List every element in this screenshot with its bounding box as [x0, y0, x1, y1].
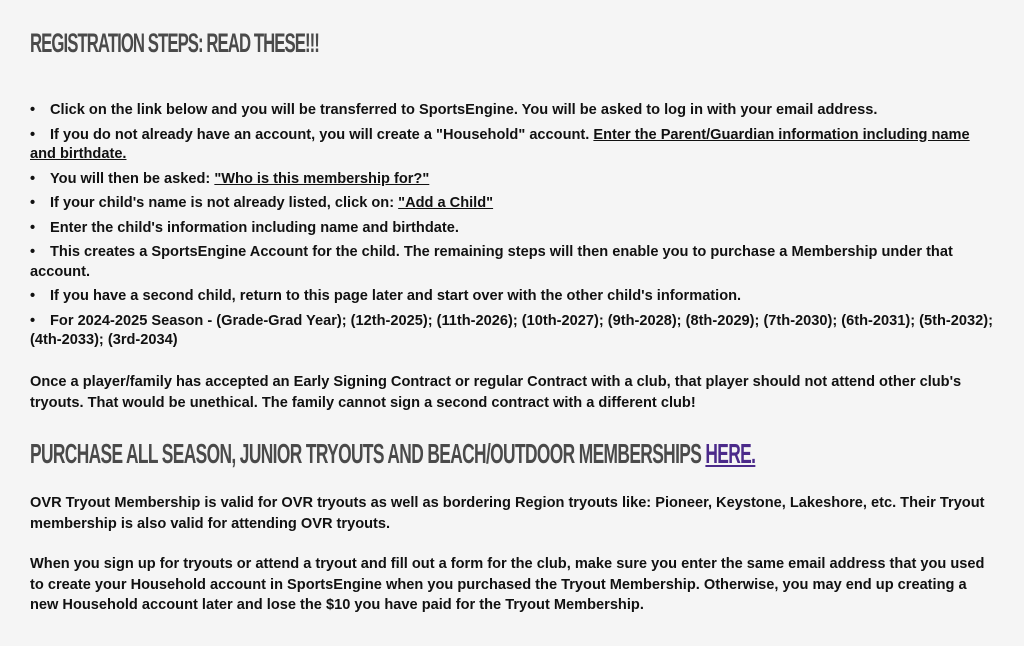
- bullet-icon: •: [30, 288, 36, 304]
- step-text: Click on the link below and you will be transferred to SportsEngine. You will be asked to log in with your email address.: [50, 102, 878, 118]
- step-text: If your child's name is not already listed, click on:: [50, 195, 399, 211]
- bullet-icon: •: [30, 219, 36, 236]
- step-text: You will then be asked:: [50, 170, 215, 187]
- step-text: For 2024-2025 Season - (Grade-Grad Year); (12th-2025); (11th-2026); (10th-2027); (9th-2028); (8th-2029); (7th-2030); (6th-2031); (5th-2032); (4th-2033); (3rd-2034): [30, 312, 993, 348]
- email-note: When you sign up for tryouts or attend a tryout and fill out a form for the club, make sure you enter the same email address that you used to create your Household account in SportsEngine when you purchased the Tryout Membership. Otherwise, you may end up creating a new Household account later and lose the $10 you have paid for the Tryout Membership.: [30, 556, 985, 613]
- registration-steps-heading: REGISTRATION STEPS: READ THESE!!!: [30, 28, 319, 58]
- step-emphasis: Enter the Parent/Guardian information including name and birthdate.: [30, 126, 970, 162]
- bullet-icon: •: [30, 195, 36, 211]
- list-item: [30, 219, 996, 239]
- contract-note: Once a player/family has accepted an Early Signing Contract or regular Contract with a club, that player should not attend other club's tryouts. That would be unethical. The family cannot sign a second contract with a different club!: [30, 374, 962, 411]
- list-item: [30, 243, 996, 282]
- memberships-here-link[interactable]: HERE.: [705, 438, 756, 469]
- list-item: [30, 194, 996, 214]
- step-text: If you have a second child, return to this page later and start over with the other child's information.: [50, 288, 742, 304]
- list-item: [30, 101, 996, 121]
- step-emphasis: "Who is this membership for?": [214, 170, 430, 187]
- step-text: If you do not already have an account, you will create a "Household" account.: [50, 126, 594, 143]
- tryout-membership-note: OVR Tryout Membership is valid for OVR tryouts as well as bordering Region tryouts like: Pioneer, Keystone, Lakeshore, etc. Their Tryout membership is also valid for attending OVR tryouts.: [30, 495, 985, 532]
- registration-steps-list: [30, 101, 996, 356]
- purchase-heading-text: PURCHASE ALL SEASON, JUNIOR TRYOUTS AND BEACH/OUTDOOR MEMBERSHIPS: [30, 438, 706, 469]
- bullet-icon: •: [30, 126, 36, 143]
- purchase-memberships-heading: [30, 438, 755, 470]
- step-text: This creates a SportsEngine Account for the child. The remaining steps will then enable you to purchase a Membership under that account.: [30, 244, 953, 280]
- list-item: [30, 126, 996, 165]
- bullet-icon: •: [30, 312, 36, 329]
- bullet-icon: •: [30, 102, 36, 118]
- list-item: [30, 312, 996, 351]
- list-item: [30, 170, 996, 190]
- step-emphasis: "Add a Child": [398, 195, 494, 211]
- bullet-icon: •: [30, 170, 36, 187]
- bullet-icon: •: [30, 244, 36, 260]
- step-text: Enter the child's information including name and birthdate.: [50, 219, 459, 236]
- list-item: [30, 287, 996, 307]
